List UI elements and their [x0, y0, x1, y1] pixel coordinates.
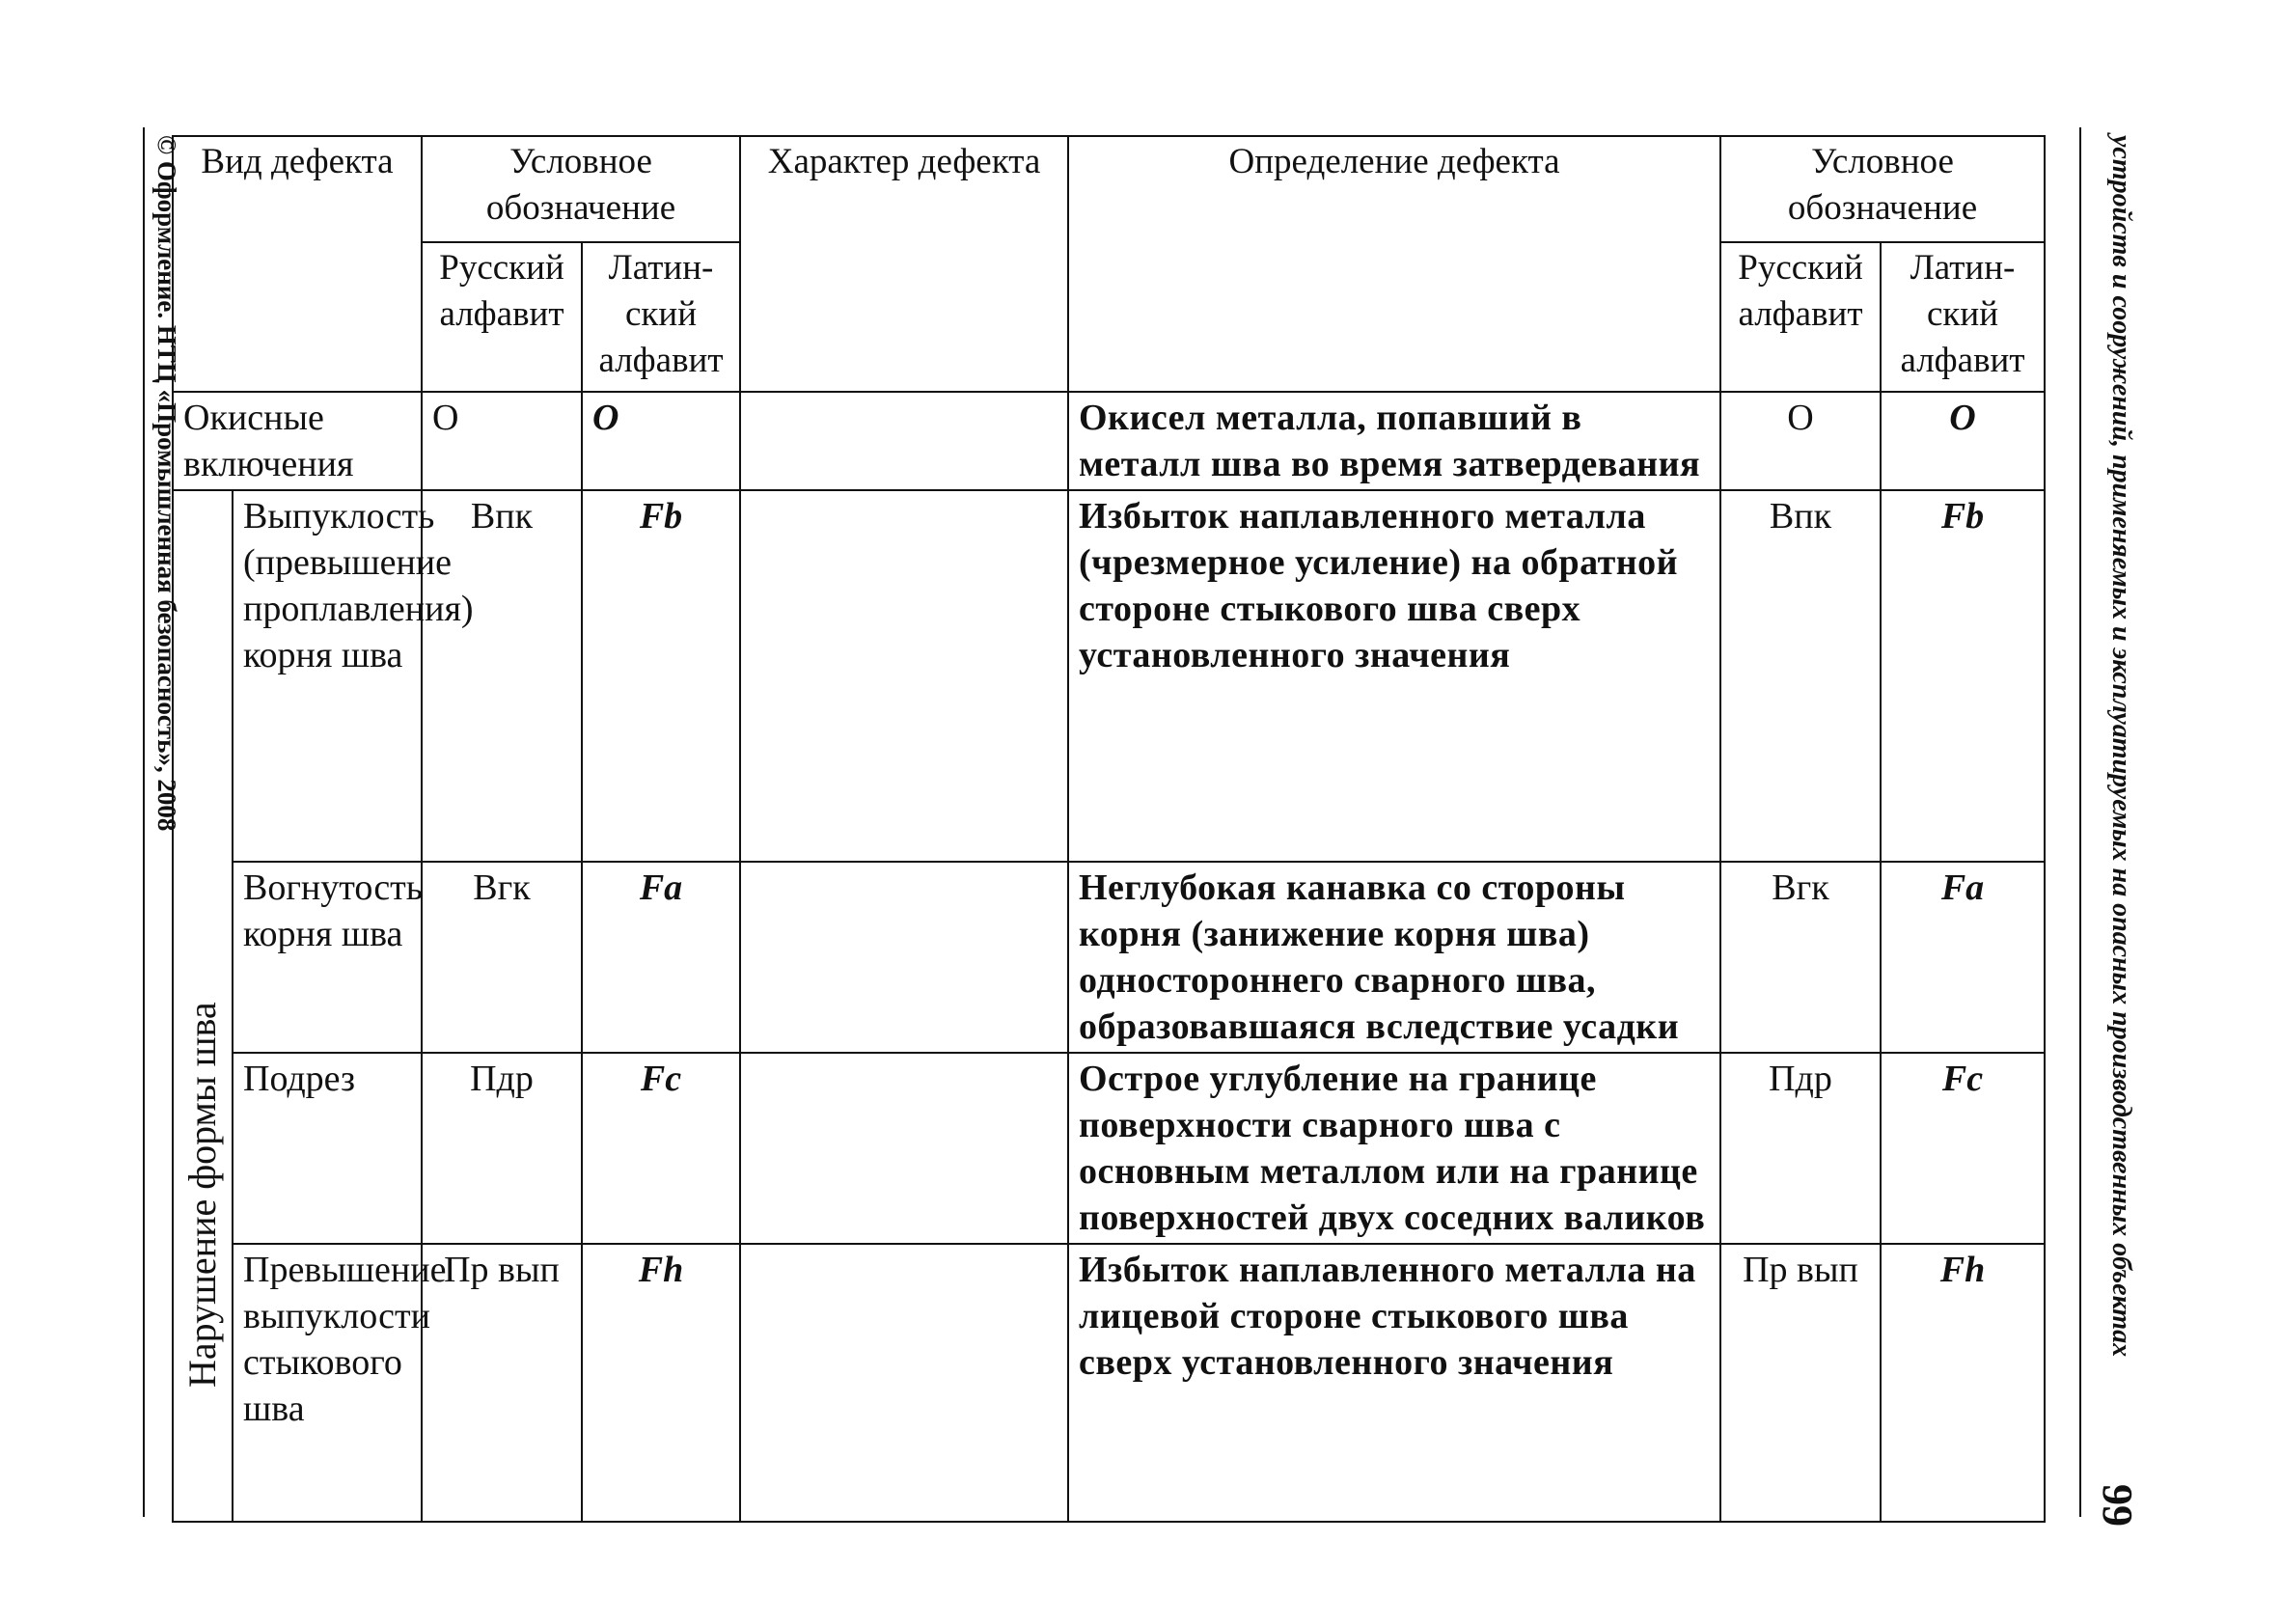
- symbol-russian: О: [422, 392, 582, 490]
- symbol-latin: Fb: [582, 490, 740, 862]
- symbol-latin: Fa: [582, 862, 740, 1053]
- symbol-latin-2: Fb: [1881, 490, 2045, 862]
- copyright-text: © Оформление. НТЦ «Промышленная безопасность», 2008: [152, 135, 181, 832]
- defect-character: [740, 490, 1068, 862]
- symbol-russian: Вгк: [422, 862, 582, 1053]
- symbol-latin-2: Fh: [1881, 1244, 2045, 1522]
- defect-name: Выпуклость (превышение проплавления) корня шва: [233, 490, 422, 862]
- defect-name: Подрез: [233, 1053, 422, 1244]
- header-symbol-2: Условное обозначение: [1720, 136, 2045, 242]
- symbol-russian-2: Впк: [1720, 490, 1881, 862]
- header-character: Характер дефекта: [740, 136, 1068, 392]
- defect-name: Окисные включения: [173, 392, 422, 490]
- defects-table: [172, 135, 2046, 1523]
- symbol-latin: Fc: [582, 1053, 740, 1244]
- group-label-cell: [173, 490, 233, 1522]
- header-russian: Русский алфавит: [422, 242, 582, 392]
- header-russian-2: Русский алфавит: [1720, 242, 1881, 392]
- header-definition: Определение дефекта: [1068, 136, 1720, 392]
- symbol-russian: Пдр: [422, 1053, 582, 1244]
- symbol-russian-2: Пр вып: [1720, 1244, 1881, 1522]
- symbol-latin-2: Fc: [1881, 1053, 2045, 1244]
- defect-definition: Неглубокая канавка со стороны корня (занижение корня шва) одностороннего сварного шва, образовавшаяся вследствие усадки: [1068, 862, 1720, 1053]
- symbol-latin-2: Fa: [1881, 862, 2045, 1053]
- page-number: 99: [2094, 1484, 2141, 1527]
- symbol-russian-2: Вгк: [1720, 862, 1881, 1053]
- running-title: устройств и сооружений, применяемых и эксплуатируемых на опасных производственных объектах: [2106, 135, 2136, 1358]
- symbol-latin: Fh: [582, 1244, 740, 1522]
- header-latin-2: Латин-ский алфавит: [1881, 242, 2045, 392]
- header-symbol: Условное обозначение: [422, 136, 740, 242]
- left-margin-rule: [143, 127, 145, 1517]
- symbol-russian: Пр вып: [422, 1244, 582, 1522]
- right-margin-rule: [2079, 127, 2081, 1517]
- symbol-russian-2: О: [1720, 392, 1881, 490]
- defect-character: [740, 1053, 1068, 1244]
- table-row: [173, 490, 2045, 862]
- group-label: Нарушение формы шва: [180, 1002, 224, 1388]
- table-row: [173, 862, 2045, 1053]
- symbol-russian-2: Пдр: [1720, 1053, 1881, 1244]
- defect-name: Вогнутость корня шва: [233, 862, 422, 1053]
- symbol-latin-2: O: [1881, 392, 2045, 490]
- table-row: [173, 1244, 2045, 1522]
- defect-definition: Окисел металла, попавший в металл шва во время затвердевания: [1068, 392, 1720, 490]
- symbol-latin: O: [582, 392, 740, 490]
- symbol-russian: Впк: [422, 490, 582, 862]
- table-row: [173, 1053, 2045, 1244]
- header-latin: Латин-ский алфавит: [582, 242, 740, 392]
- defect-definition: Избыток наплавленного металла на лицевой стороне стыкового шва сверх установленного значения: [1068, 1244, 1720, 1522]
- header-row-1: [173, 136, 2045, 242]
- defect-definition: Острое углубление на границе поверхности сварного шва с основным металлом или на границе поверхностей двух соседних валиков: [1068, 1053, 1720, 1244]
- defect-name: Превышение выпуклости стыкового шва: [233, 1244, 422, 1522]
- defect-character: [740, 862, 1068, 1053]
- header-defect-type: Вид дефекта: [173, 136, 422, 392]
- defect-character: [740, 1244, 1068, 1522]
- defect-character: [740, 392, 1068, 490]
- table-row: [173, 392, 2045, 490]
- defect-definition: Избыток наплавленного металла (чрезмерное усиление) на обратной стороне стыкового шва сверх установленного значения: [1068, 490, 1720, 862]
